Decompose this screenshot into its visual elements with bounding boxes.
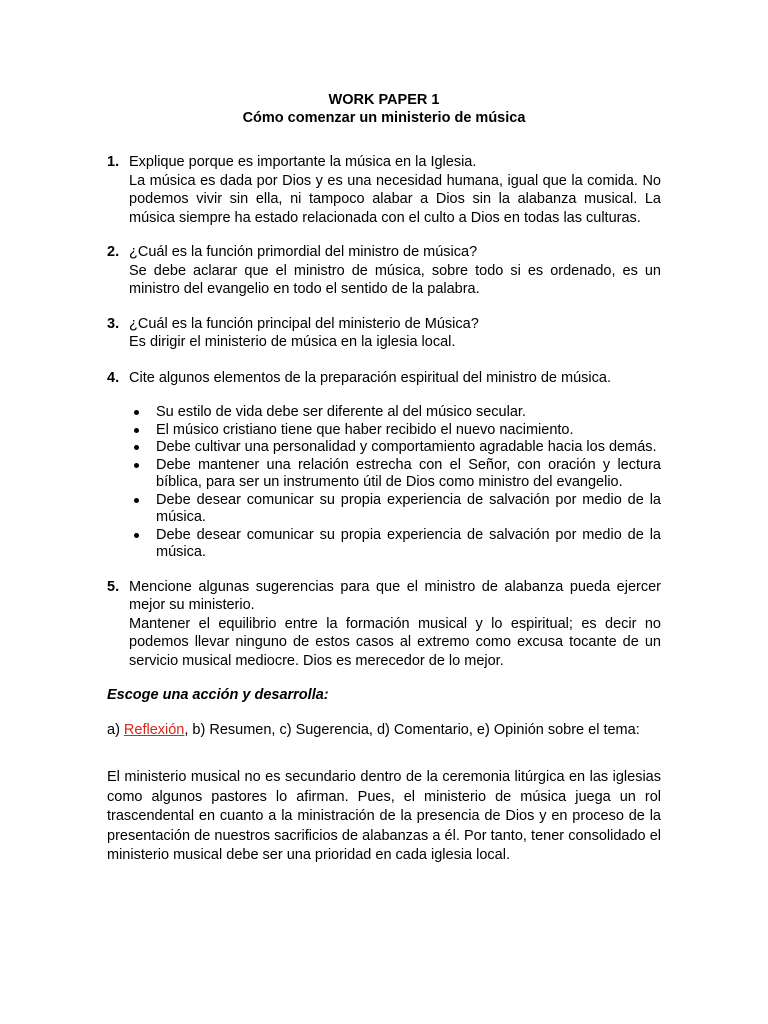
document-header <box>107 91 661 127</box>
document-page <box>107 91 661 866</box>
list-item: Debe desear comunicar su propia experiencia de salvación por medio de la música. <box>156 526 661 560</box>
question-text: Cite algunos elementos de la preparación espiritual del ministro de música. <box>129 369 611 386</box>
list-item: Debe cultivar una personalidad y comportamiento agradable hacia los demás. <box>156 439 661 457</box>
bullet-list <box>107 404 661 562</box>
list-item: El músico cristiano tiene que haber recibido el nuevo nacimiento. <box>156 422 661 440</box>
question-number: 5. <box>107 578 120 595</box>
question-3 <box>107 315 661 352</box>
answer-text: Se debe aclarar que el ministro de música, sobre todo si es ordenado, es un ministro del evangelio en todo el sentido de la palabra. <box>129 262 661 297</box>
answer-text: Mantener el equilibrio entre la formación musical y lo espiritual; es decir no podemos llevar ninguno de estos casos al extremo como excusa tocante de un servicio musical mediocre. Dios es merecedor de lo mejor. <box>129 615 661 669</box>
answer-text: La música es dada por Dios y es una necesidad humana, igual que la comida. No podemos vivir sin ella, ni tampoco alabar a Dios sin la alabanza musical. La música siempre ha estado relacionada con el culto a Dios en todas las culturas. <box>129 172 661 226</box>
reflexion-link[interactable]: Reflexión <box>123 722 185 738</box>
question-number: 2. <box>107 244 120 260</box>
list-item: Debe desear comunicar su propia experiencia de salvación por medio de la música. <box>156 491 661 525</box>
question-4 <box>107 369 661 388</box>
document-subtitle: Cómo comenzar un ministerio de música <box>242 110 526 126</box>
option-prefix: a) <box>107 722 124 738</box>
action-options <box>107 721 661 739</box>
question-text: Explique porque es importante la música en la Iglesia. <box>129 154 477 170</box>
document-title: WORK PAPER 1 <box>328 92 440 108</box>
essay-paragraph: El ministerio musical no es secundario dentro de la ceremonia litúrgica en las iglesias como algunos pastores lo afirman. Pues, el ministerio de música juega un rol trascendental en cuanto a la ministración de la presencia de Dios y en proceso de la presentación de nuestros sacrificios de alabanzas a él. Por tanto, tener consolidado el ministerio musical debe ser una prioridad en cada iglesia local. <box>107 769 661 863</box>
question-text: ¿Cuál es la función principal del ministerio de Música? <box>129 315 479 332</box>
question-number: 4. <box>107 369 120 386</box>
question-5 <box>107 578 661 671</box>
question-2 <box>107 243 661 299</box>
question-text: Mencione algunas sugerencias para que el ministro de alabanza pueda ejercer mejor su ministerio. <box>129 578 661 613</box>
question-text: ¿Cuál es la función primordial del ministro de música? <box>129 244 478 260</box>
question-number: 1. <box>107 154 120 170</box>
list-item: Debe mantener una relación estrecha con el Señor, con oración y lectura bíblica, para ser un instrumento útil de Dios como ministro del evangelio. <box>156 456 661 490</box>
option-rest: , b) Resumen, c) Sugerencia, d) Comentario, e) Opinión sobre el tema: <box>184 722 640 738</box>
question-number: 3. <box>107 315 120 332</box>
list-item: Su estilo de vida debe ser diferente al del músico secular. <box>156 404 661 422</box>
answer-text: Es dirigir el ministerio de música en la iglesia local. <box>129 334 456 350</box>
question-1 <box>107 153 661 227</box>
action-heading: Escoge una acción y desarrolla: <box>107 687 329 703</box>
